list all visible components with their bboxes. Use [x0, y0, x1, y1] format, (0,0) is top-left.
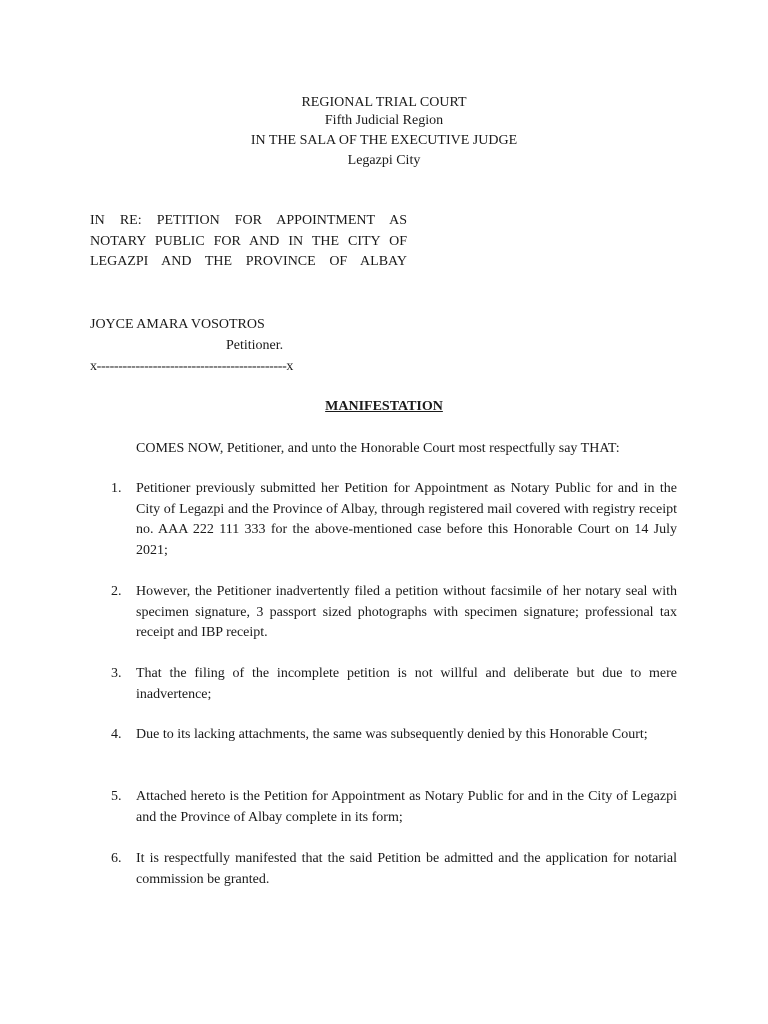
list-item — [111, 582, 677, 644]
document-title: MANIFESTATION — [325, 399, 443, 414]
item-text: Attached hereto is the Petition for Appointment as Notary Public for and in the City of Legazpi and the Province of Albay complete in its form; — [136, 789, 677, 825]
caption-separator: x--------------------------------------------x — [90, 359, 294, 374]
court-city: Legazpi City — [347, 153, 421, 168]
caption-line: LEGAZPI AND THE PROVINCE OF ALBAY — [90, 254, 407, 269]
list-item — [111, 725, 677, 746]
petitioner-role: Petitioner. — [226, 338, 284, 353]
item-number: 5. — [111, 789, 122, 804]
list-item — [111, 664, 677, 705]
item-number: 2. — [111, 584, 122, 599]
item-text: It is respectfully manifested that the said Petition be admitted and the application for notarial commission be granted. — [136, 851, 677, 887]
case-caption — [90, 211, 407, 273]
list-item — [111, 479, 677, 561]
item-text: Petitioner previously submitted her Petition for Appointment as Notary Public for and in the City of Legazpi and the Province of Albay, through registered mail covered with registry receipt no. AAA 222 111 333 for the above-mentioned case before this Honorable Court on 14 July 2021; — [136, 481, 677, 558]
caption-line: NOTARY PUBLIC FOR AND IN THE CITY OF — [90, 233, 407, 249]
judicial-region: Fifth Judicial Region — [324, 113, 444, 128]
list-item — [111, 787, 677, 828]
item-number: 6. — [111, 851, 122, 866]
list-item — [111, 849, 677, 890]
intro-text: COMES NOW, Petitioner, and unto the Honorable Court most respectfully say THAT: — [136, 441, 620, 456]
caption-line: IN RE: PETITION FOR APPOINTMENT AS — [90, 213, 407, 228]
item-text: That the filing of the incomplete petition is not willful and deliberate but due to mere inadvertence; — [136, 666, 677, 702]
item-text: Due to its lacking attachments, the same was subsequently denied by this Honorable Court; — [136, 727, 648, 742]
sala-heading: IN THE SALA OF THE EXECUTIVE JUDGE — [250, 133, 518, 148]
item-number: 1. — [111, 481, 122, 496]
petitioner-name: JOYCE AMARA VOSOTROS — [90, 317, 265, 332]
item-number: 4. — [111, 727, 122, 742]
court-name: REGIONAL TRIAL COURT — [301, 95, 467, 110]
item-number: 3. — [111, 666, 122, 681]
item-text: However, the Petitioner inadvertently filed a petition without facsimile of her notary seal with specimen signature, 3 passport sized photographs with specimen signature; professional tax receipt and IBP receipt. — [136, 584, 677, 640]
